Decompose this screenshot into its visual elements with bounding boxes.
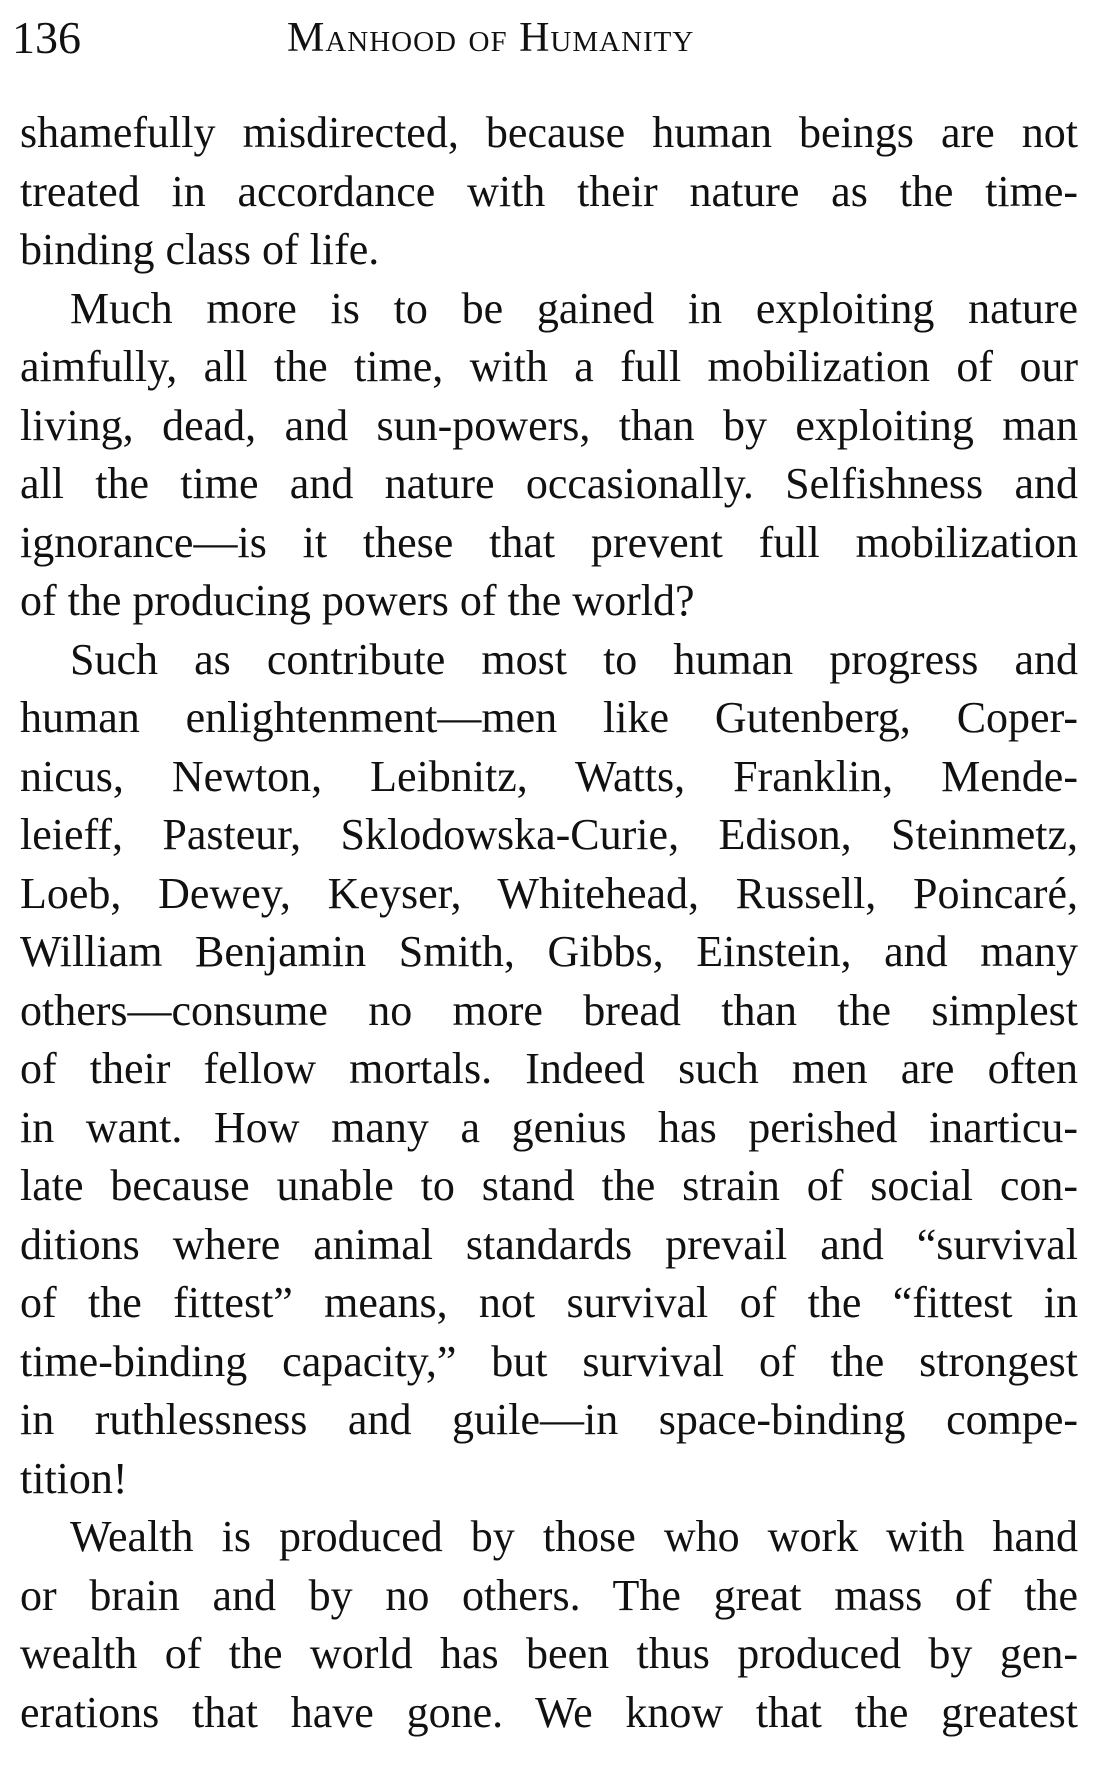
- running-title: Manhood of Humanity: [287, 15, 695, 61]
- text-line: aimfully, all the time, with a full mobilization of our: [20, 342, 1078, 391]
- text-line: Wealth is produced by those who work with hand: [70, 1512, 1078, 1561]
- text-line: William Benjamin Smith, Gibbs, Einstein, and many: [20, 927, 1078, 976]
- text-line: Such as contribute most to human progress and: [70, 634, 1078, 684]
- text-line: or brain and by no others. The great mass of the: [20, 1570, 1078, 1620]
- text-line: of the producing powers of the world?: [20, 576, 695, 625]
- text-line: others—consume no more bread than the simplest: [20, 985, 1078, 1035]
- text-line: of their fellow mortals. Indeed such men are often: [20, 1044, 1078, 1093]
- text-line: late because unable to stand the strain of social con-: [20, 1161, 1078, 1210]
- text-line: time-binding capacity,” but survival of the strongest: [20, 1336, 1078, 1386]
- text-line: living, dead, and sun-powers, than by exploiting man: [20, 400, 1078, 450]
- page-number: 136: [12, 12, 81, 63]
- text-line: wealth of the world has been thus produced by gen-: [20, 1629, 1078, 1678]
- running-head: [0, 8, 1098, 68]
- text-line: of the fittest” means, not survival of the “fittest in: [20, 1278, 1078, 1327]
- text-line: tition!: [20, 1453, 128, 1503]
- text-line: shamefully misdirected, because human beings are not: [20, 108, 1078, 157]
- text-line: ignorance—is it these that prevent full mobilization: [20, 517, 1078, 567]
- text-line: in want. How many a genius has perished inarticu-: [20, 1102, 1078, 1152]
- text-line: nicus, Newton, Leibnitz, Watts, Franklin, Mende-: [20, 751, 1078, 801]
- text-line: Loeb, Dewey, Keyser, Whitehead, Russell, Poincaré,: [20, 868, 1078, 918]
- body-text: [20, 104, 1078, 1742]
- text-line: Much more is to be gained in exploiting nature: [70, 283, 1078, 333]
- text-line: treated in accordance with their nature as the time-: [20, 166, 1078, 216]
- text-line: human enlightenment—men like Gutenberg, Coper-: [20, 693, 1078, 742]
- text-line: leieff, Pasteur, Sklodowska-Curie, Edison, Steinmetz,: [20, 810, 1078, 859]
- text-line: binding class of life.: [20, 225, 380, 274]
- text-line: ditions where animal standards prevail and “survival: [20, 1219, 1078, 1269]
- text-line: in ruthlessness and guile—in space-binding compe-: [20, 1395, 1078, 1444]
- text-line: erations that have gone. We know that the greatest: [20, 1687, 1078, 1737]
- text-line: all the time and nature occasionally. Selfishness and: [20, 459, 1078, 508]
